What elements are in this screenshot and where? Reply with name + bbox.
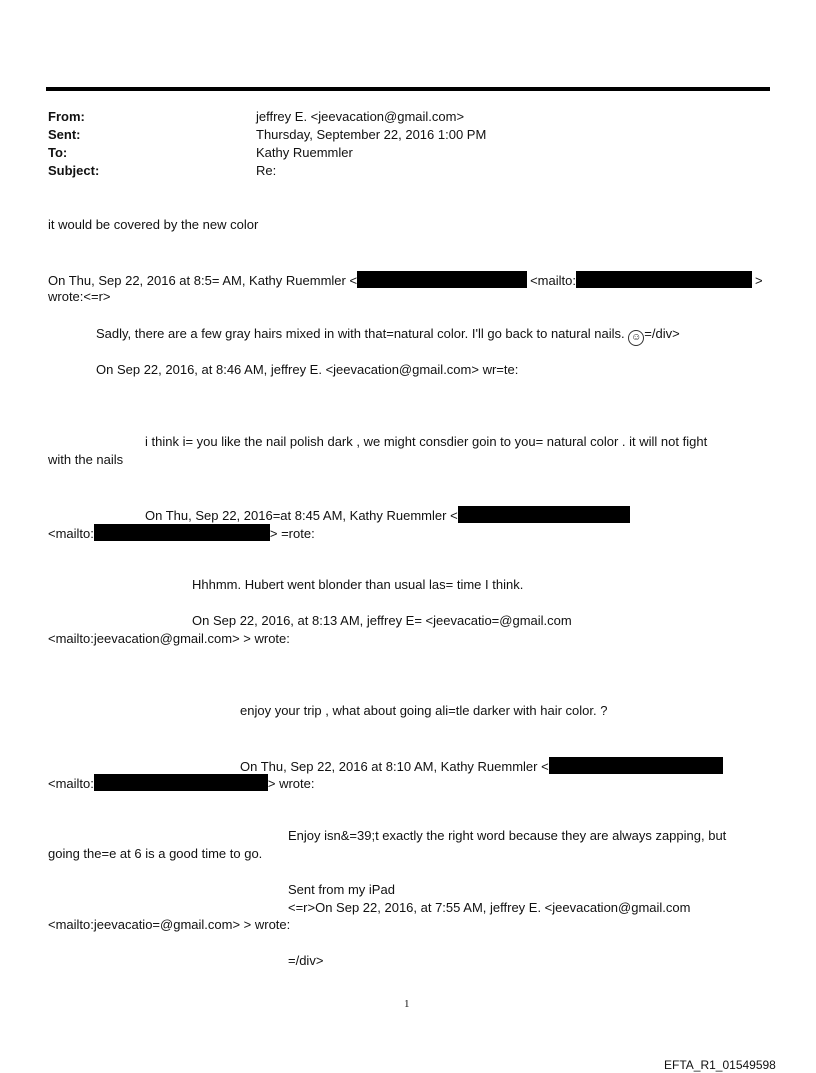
closing-tag: =/div> <box>288 953 324 968</box>
redaction-box <box>458 506 630 523</box>
quote-header-3-line-2 <box>48 524 315 542</box>
quote-header-1-end: > <box>754 273 763 288</box>
quote-header-1-mailto: <mailto: <box>530 273 576 288</box>
message-5-line-2: going the=e at 6 is a good time to go. <box>48 846 263 861</box>
redaction-box <box>549 757 723 774</box>
to-label: To: <box>48 145 68 160</box>
redaction-box <box>94 774 268 791</box>
message-3: Hhhmm. Hubert went blonder than usual las= time I think. <box>192 577 524 592</box>
redaction-box <box>357 271 527 288</box>
sent-value: Thursday, September 22, 2016 1:00 PM <box>256 127 487 142</box>
message-1-text: Sadly, there are a few gray hairs mixed in with that=natural color. I'll go back to natural nails. <box>96 326 625 341</box>
quote-header-5 <box>240 757 723 775</box>
message-5-line-1: Enjoy isn&=39;t exactly the right word because they are always zapping, but <box>288 828 727 843</box>
message-2-line-1: i think i= you like the nail polish dark , we might consdier goin to you= natural color . it will not fight <box>145 434 708 449</box>
quote-header-1 <box>48 271 763 289</box>
quote-header-4: On Sep 22, 2016, at 8:13 AM, jeffrey E= <jeevacatio=@gmail.com <box>192 613 572 628</box>
quote-header-6: <=r>On Sep 22, 2016, at 7:55 AM, jeffrey E. <jeevacation@gmail.com <box>288 900 691 915</box>
from-label: From: <box>48 109 85 124</box>
quote-header-1-wrote: wrote:<=r> <box>48 289 111 304</box>
to-value: Kathy Ruemmler <box>256 145 353 160</box>
message-2-line-2: with the nails <box>48 452 124 467</box>
quote-header-3-text: On Thu, Sep 22, 2016=at 8:45 AM, Kathy Ruemmler < <box>145 508 458 523</box>
quote-header-6-line-2: <mailto:jeevacatio=@gmail.com> > wrote: <box>48 917 291 932</box>
page-number: 1 <box>404 998 410 1010</box>
quote-header-4-line-2: <mailto:jeevacation@gmail.com> > wrote: <box>48 631 290 646</box>
quote-header-3-mailto: <mailto: <box>48 526 94 541</box>
quote-header-5-end: > wrote: <box>267 776 315 791</box>
subject-value: Re: <box>256 163 277 178</box>
message-1 <box>96 326 680 346</box>
redaction-box <box>94 524 270 541</box>
sent-label: Sent: <box>48 127 81 142</box>
header-rule <box>46 87 770 91</box>
document-id: EFTA_R1_01549598 <box>664 1058 776 1072</box>
reply-text: it would be covered by the new color <box>48 217 259 232</box>
quote-header-5-text: On Thu, Sep 22, 2016 at 8:10 AM, Kathy Ruemmler < <box>240 759 549 774</box>
quote-header-3-end: > =rote: <box>269 526 315 541</box>
redaction-box <box>576 271 752 288</box>
quote-header-2: On Sep 22, 2016, at 8:46 AM, jeffrey E. <jeevacation@gmail.com> wr=te: <box>96 362 519 377</box>
smiley-icon: ☺ <box>628 330 644 346</box>
quote-header-5-mailto: <mailto: <box>48 776 94 791</box>
message-4: enjoy your trip , what about going ali=tle darker with hair color. ? <box>240 703 608 718</box>
quote-header-5-line-2 <box>48 774 315 792</box>
quote-header-3 <box>145 506 630 524</box>
sent-from-signature: Sent from my iPad <box>288 882 395 897</box>
message-1-end: =/div> <box>644 326 680 341</box>
subject-label: Subject: <box>48 163 100 178</box>
quote-header-1-prefix: On Thu, Sep 22, 2016 at 8:5= AM, Kathy Ruemmler < <box>48 273 358 288</box>
from-value: jeffrey E. <jeevacation@gmail.com> <box>256 109 465 124</box>
